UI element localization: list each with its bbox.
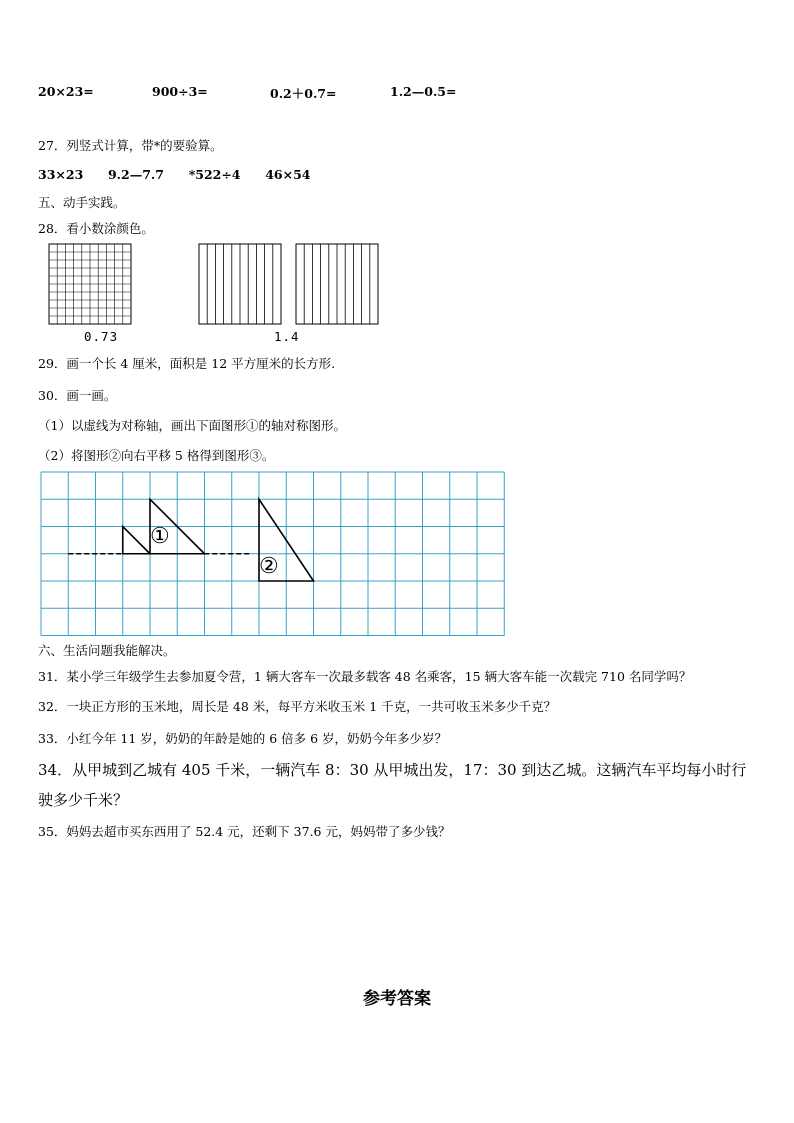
q32-text: 32．一块正方形的玉米地，周长是 48 米，每平方米收玉米 1 千克，一共可收玉米多少千克？	[38, 699, 557, 714]
calc-1: 20×23=	[38, 84, 94, 99]
q31-text: 31．某小学三年级学生去参加夏令营，1 辆大客车一次最多载客 48 名乘客，15 辆大客车能一次载完 710 名同学吗？	[38, 669, 692, 684]
shape-2-label: ②	[259, 554, 279, 579]
calc-4: 1.2—0.5=	[390, 84, 457, 99]
q29-text: 29．画一个长 4 厘米，面积是 12 平方厘米的长方形.	[38, 356, 336, 371]
q30-sub1: （1）以虚线为对称轴，画出下面图形①的轴对称图形。	[38, 418, 346, 433]
q27-item: 46×54	[265, 167, 311, 182]
calc-2: 900÷3=	[152, 84, 208, 99]
label-0-73: 0.73	[84, 329, 119, 344]
q34-line1: 34．从甲城到乙城有 405 千米，一辆汽车 8：30 从甲城出发，17：30 到达乙城。这辆汽车平均每小时行	[38, 761, 747, 779]
q34-line2: 驶多少千米？	[38, 791, 129, 809]
label-1-4: 1.4	[274, 329, 300, 344]
shape-1-label: ①	[150, 524, 170, 549]
q30-sub2: （2）将图形②向右平移 5 格得到图形③。	[38, 448, 275, 463]
q35-text: 35．妈妈去超市买东西用了 52.4 元，还剩下 37.6 元，妈妈带了多少钱？	[38, 824, 451, 839]
q27-item: 9.2—7.7	[107, 167, 164, 182]
q27-text: 27．列竖式计算，带*的要验算。	[38, 138, 223, 153]
q27-item: 33×23	[38, 167, 84, 182]
q27-item: *522÷4	[188, 167, 241, 182]
q33-text: 33．小红今年 11 岁，奶奶的年龄是她的 6 倍多 6 岁，奶奶今年多少岁？	[38, 731, 448, 746]
section-6-heading: 六、生活问题我能解决。	[38, 643, 176, 658]
q30-text: 30．画一画。	[38, 388, 117, 403]
section-5-heading: 五、动手实践。	[38, 195, 126, 210]
calc-3: 0.2＋0.7=	[270, 86, 337, 101]
answer-title: 参考答案	[363, 989, 431, 1009]
shape-1-small-triangle	[123, 527, 150, 554]
q28-text: 28．看小数涂颜色。	[38, 221, 154, 236]
